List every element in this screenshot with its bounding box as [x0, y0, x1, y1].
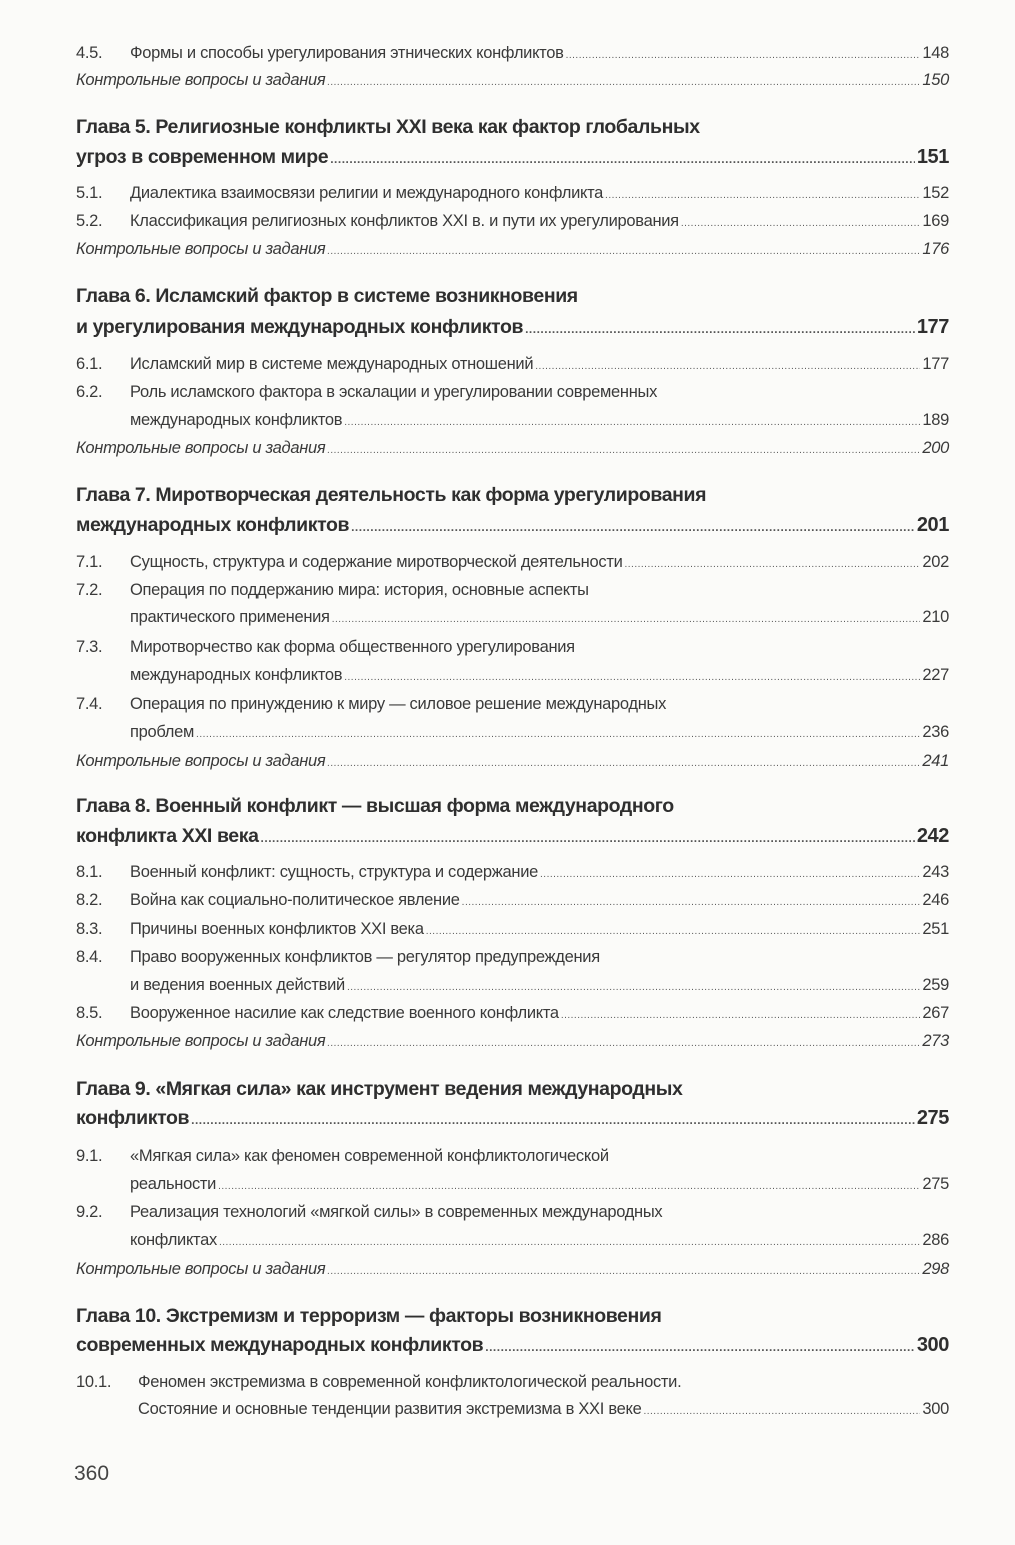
- chapter-heading[interactable]: [76, 795, 949, 818]
- toc-entry-cont[interactable]: [76, 1231, 949, 1250]
- section-title-cont: международных конфликтов: [130, 411, 343, 429]
- chapter-title-line2: и урегулирования международных конфликтов: [76, 316, 524, 338]
- leader-dots: [344, 417, 920, 428]
- leader-dots: [625, 559, 921, 570]
- page-ref: 275: [916, 1107, 949, 1129]
- section-title-cont: Состояние и основные тенденции развития экстремизма в XXI веке: [138, 1400, 642, 1418]
- section-title-cont: практического применения: [130, 608, 330, 626]
- page-ref: 259: [922, 976, 949, 994]
- leader-dots: [347, 982, 920, 993]
- leader-dots: [566, 50, 921, 61]
- page-ref: 246: [922, 891, 949, 909]
- section-title: Исламский мир в системе международных отношений: [130, 355, 534, 373]
- page-ref: 176: [922, 240, 949, 258]
- chapter-title-line2: конфликта XXI века: [76, 825, 259, 847]
- toc-entry[interactable]: [76, 383, 949, 402]
- chapter-heading-cont[interactable]: [76, 146, 949, 169]
- page-ref: 177: [922, 355, 949, 373]
- toc-entry[interactable]: [76, 920, 949, 939]
- page-ref: 202: [922, 553, 949, 571]
- section-number: 7.1.: [76, 553, 103, 571]
- section-title: Вооруженное насилие как следствие военного конфликта: [130, 1004, 559, 1022]
- page-ref: 210: [922, 608, 949, 626]
- toc-entry-questions[interactable]: [76, 1260, 949, 1279]
- toc-entry-questions[interactable]: [76, 71, 949, 90]
- section-number: 8.4.: [76, 948, 103, 966]
- toc-entry[interactable]: [76, 355, 949, 374]
- section-title: Военный конфликт: сущность, структура и содержание: [130, 863, 539, 881]
- section-number: 9.2.: [76, 1203, 103, 1221]
- leader-dots: [485, 1340, 915, 1354]
- leader-dots: [191, 1113, 915, 1127]
- leader-dots: [327, 1266, 920, 1277]
- section-title-cont: и ведения военных действий: [130, 976, 345, 994]
- leader-dots: [261, 831, 915, 845]
- section-title: Война как социально-политическое явление: [130, 891, 460, 909]
- leader-dots: [330, 152, 915, 166]
- section-title: Контрольные вопросы и задания: [76, 1032, 326, 1050]
- section-title: Диалектика взаимосвязи религии и международного конфликта: [130, 184, 604, 202]
- page-ref: 267: [922, 1004, 949, 1022]
- page-ref: 273: [922, 1032, 949, 1050]
- toc-entry-questions[interactable]: [76, 752, 949, 771]
- toc-entry[interactable]: [76, 581, 949, 600]
- section-title: Классификация религиозных конфликтов XXI в. и пути их урегулирования: [130, 212, 679, 230]
- page-ref: 201: [916, 514, 949, 536]
- page-ref: 243: [922, 863, 949, 881]
- section-number: 7.3.: [76, 638, 103, 656]
- page-ref: 151: [916, 146, 949, 168]
- chapter-heading[interactable]: [76, 1305, 949, 1328]
- page-ref: 150: [922, 71, 949, 89]
- toc-entry-questions[interactable]: [76, 1032, 949, 1051]
- section-title-cont: реальности: [130, 1175, 217, 1193]
- page-ref: 300: [922, 1400, 949, 1418]
- chapter-title-line1: Глава 5. Религиозные конфликты XXI века как фактор глобальных: [76, 116, 700, 138]
- page-ref: 236: [922, 723, 949, 741]
- section-number: 10.1.: [76, 1373, 112, 1391]
- toc-entry[interactable]: [76, 212, 949, 231]
- section-title: Контрольные вопросы и задания: [76, 439, 326, 457]
- leader-dots: [643, 1406, 920, 1417]
- leader-dots: [605, 190, 920, 201]
- leader-dots: [344, 672, 920, 683]
- leader-dots: [681, 218, 921, 229]
- toc-entry[interactable]: [76, 1203, 949, 1222]
- leader-dots: [327, 1038, 920, 1049]
- section-title: Контрольные вопросы и задания: [76, 1260, 326, 1278]
- toc-entry[interactable]: [76, 863, 949, 882]
- leader-dots: [525, 322, 915, 336]
- toc-entry-cont[interactable]: [76, 411, 949, 430]
- section-number: 5.2.: [76, 212, 103, 230]
- leader-dots: [219, 1237, 920, 1248]
- chapter-heading-cont[interactable]: [76, 825, 949, 848]
- toc-entry-cont[interactable]: [76, 1400, 949, 1419]
- page-ref: 169: [922, 212, 949, 230]
- section-title: Роль исламского фактора в эскалации и урегулировании современных: [130, 383, 658, 401]
- chapter-heading-cont[interactable]: [76, 316, 949, 339]
- leader-dots: [535, 361, 920, 372]
- toc-entry[interactable]: [76, 1373, 949, 1392]
- toc-entry-cont[interactable]: [76, 723, 949, 742]
- page-ref: 286: [922, 1231, 949, 1249]
- section-title-cont: международных конфликтов: [130, 666, 343, 684]
- leader-dots: [540, 869, 920, 880]
- page-ref: 152: [922, 184, 949, 202]
- section-title-cont: проблем: [130, 723, 195, 741]
- leader-dots: [327, 77, 920, 88]
- toc-entry-cont[interactable]: [76, 608, 949, 627]
- chapter-title-line1: Глава 9. «Мягкая сила» как инструмент ведения международных: [76, 1078, 683, 1100]
- section-title: Миротворчество как форма общественного урегулирования: [130, 638, 575, 656]
- section-title: «Мягкая сила» как феномен современной конфликтологической: [130, 1147, 609, 1165]
- leader-dots: [327, 758, 920, 769]
- section-number: 7.4.: [76, 695, 103, 713]
- toc-entry-questions[interactable]: [76, 439, 949, 458]
- chapter-heading[interactable]: [76, 285, 949, 308]
- chapter-title-line2: угроз в современном мире: [76, 146, 329, 168]
- chapter-title-line2: конфликтов: [76, 1107, 190, 1129]
- chapter-heading-cont[interactable]: [76, 1334, 949, 1357]
- section-number: 8.3.: [76, 920, 103, 938]
- page-ref: 251: [922, 920, 949, 938]
- leader-dots: [332, 614, 921, 625]
- section-number: 9.1.: [76, 1147, 103, 1165]
- section-title: Причины военных конфликтов XXI века: [130, 920, 424, 938]
- leader-dots: [561, 1010, 921, 1021]
- leader-dots: [218, 1181, 920, 1192]
- section-number: 8.5.: [76, 1004, 103, 1022]
- leader-dots: [196, 729, 920, 740]
- page-ref: 189: [922, 411, 949, 429]
- page-ref: 298: [922, 1260, 949, 1278]
- toc-entry[interactable]: [76, 948, 949, 967]
- section-title: Формы и способы урегулирования этнических конфликтов: [130, 44, 564, 62]
- page-ref: 275: [922, 1175, 949, 1193]
- page-ref: 227: [922, 666, 949, 684]
- section-number: 6.2.: [76, 383, 103, 401]
- chapter-heading-cont[interactable]: [76, 514, 949, 537]
- chapter-title-line2: международных конфликтов: [76, 514, 350, 536]
- section-title: Сущность, структура и содержание миротворческой деятельности: [130, 553, 623, 571]
- section-title-cont: конфликтах: [130, 1231, 217, 1249]
- chapter-title-line1: Глава 7. Миротворческая деятельность как форма урегулирования: [76, 484, 707, 506]
- toc-entry-cont[interactable]: [76, 1175, 949, 1194]
- leader-dots: [327, 246, 920, 257]
- section-title: Контрольные вопросы и задания: [76, 752, 326, 770]
- page-ref: 242: [916, 825, 949, 847]
- toc-entry-cont[interactable]: [76, 976, 949, 995]
- toc-entry[interactable]: [76, 553, 949, 572]
- section-title: Феномен экстремизма в современной конфликтологической реальности.: [138, 1373, 682, 1391]
- toc-entry[interactable]: [76, 1004, 949, 1023]
- leader-dots: [462, 897, 921, 908]
- section-number: 8.1.: [76, 863, 103, 881]
- toc-entry[interactable]: [76, 891, 949, 910]
- toc-entry[interactable]: [76, 1147, 949, 1166]
- toc-entry-cont[interactable]: [76, 666, 949, 685]
- chapter-title-line1: Глава 6. Исламский фактор в системе возникновения: [76, 285, 578, 307]
- chapter-title-line1: Глава 10. Экстремизм и терроризм — факторы возникновения: [76, 1305, 662, 1327]
- section-title: Контрольные вопросы и задания: [76, 71, 326, 89]
- toc-entry[interactable]: [76, 44, 949, 63]
- toc-entry[interactable]: [76, 695, 949, 714]
- chapter-title-line2: современных международных конфликтов: [76, 1334, 484, 1356]
- chapter-heading[interactable]: [76, 484, 949, 507]
- leader-dots: [351, 520, 915, 534]
- section-number: 8.2.: [76, 891, 103, 909]
- section-title: Реализация технологий «мягкой силы» в современных международных: [130, 1203, 663, 1221]
- chapter-heading[interactable]: [76, 1078, 949, 1101]
- page-ref: 177: [916, 316, 949, 338]
- section-title: Операция по принуждению к миру — силовое решение международных: [130, 695, 667, 713]
- page-ref: 200: [922, 439, 949, 457]
- section-title: Операция по поддержанию мира: история, основные аспекты: [130, 581, 589, 599]
- section-number: 4.5.: [76, 44, 103, 62]
- section-title: Право вооруженных конфликтов — регулятор предупреждения: [130, 948, 600, 966]
- page-ref: 241: [922, 752, 949, 770]
- leader-dots: [327, 445, 920, 456]
- toc-entry[interactable]: [76, 638, 949, 657]
- toc-entry[interactable]: [76, 184, 949, 203]
- chapter-title-line1: Глава 8. Военный конфликт — высшая форма международного: [76, 795, 674, 817]
- page-number: 360: [74, 1462, 110, 1485]
- page-ref: 148: [922, 44, 949, 62]
- section-number: 6.1.: [76, 355, 103, 373]
- leader-dots: [426, 926, 921, 937]
- section-number: 5.1.: [76, 184, 103, 202]
- chapter-heading-cont[interactable]: [76, 1107, 949, 1130]
- chapter-heading[interactable]: [76, 116, 949, 139]
- page-ref: 300: [916, 1334, 949, 1356]
- section-number: 7.2.: [76, 581, 103, 599]
- toc-entry-questions[interactable]: [76, 240, 949, 259]
- section-title: Контрольные вопросы и задания: [76, 240, 326, 258]
